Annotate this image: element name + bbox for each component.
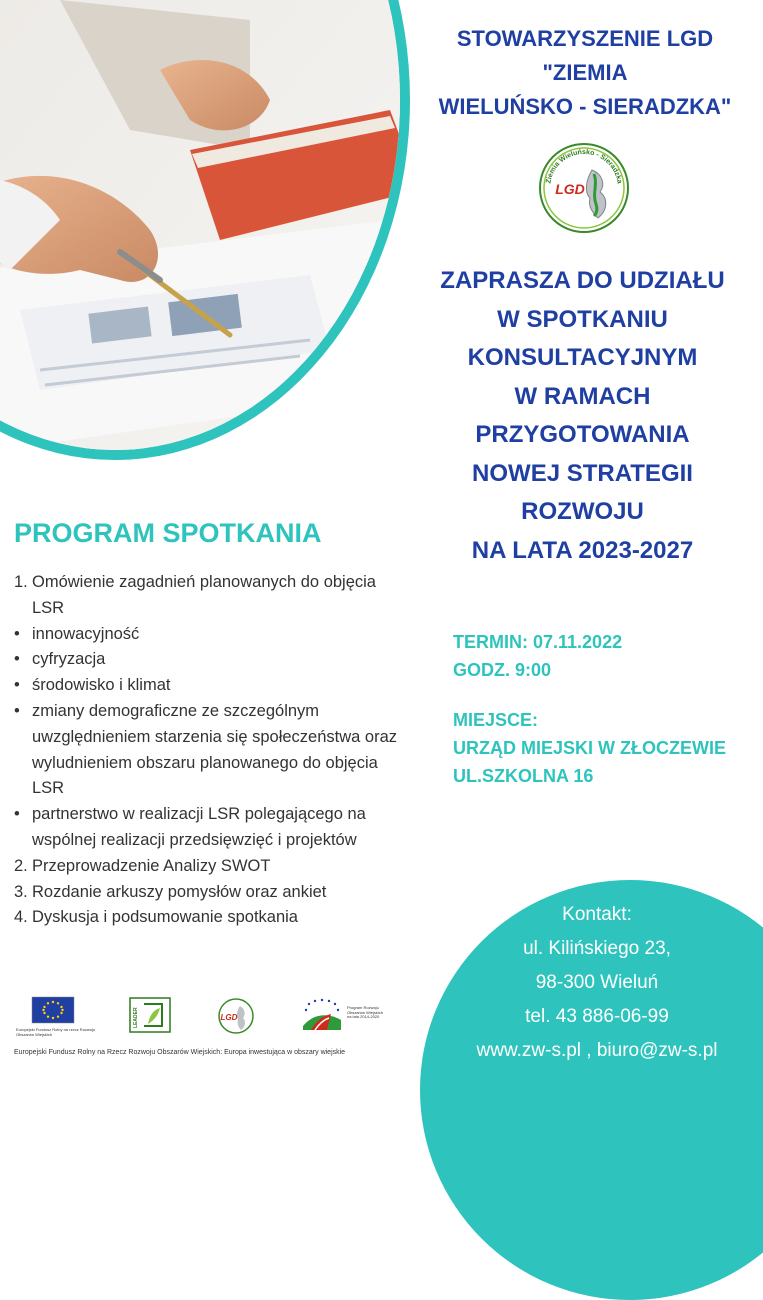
invite-line: NA LATA 2023-2027 [471, 536, 694, 564]
eu-caption: Europejski Fundusz Rolny na rzecz Rozwoju Obszarów Wiejskich [16, 1027, 96, 1037]
org-line-3: WIELUŃSKO - SIERADZKA" [438, 94, 732, 119]
footer-logos [14, 996, 404, 1044]
agenda-item [14, 880, 404, 906]
agenda-marker: • [14, 805, 20, 824]
lgd-logo [536, 140, 632, 236]
agenda-item [14, 905, 404, 931]
leader-logo-text: LEADER [133, 1007, 139, 1028]
office-photo [0, 0, 410, 460]
eu-flag-icon [16, 996, 76, 1024]
invitation-text [405, 262, 760, 570]
agenda-marker: 4. [14, 908, 28, 927]
agenda-text: Dyskusja i podsumowanie spotkania [32, 908, 298, 927]
contact-phone: tel. 43 886-06-99 [525, 1006, 669, 1027]
agenda-item [14, 854, 404, 880]
agenda-marker: • [14, 676, 20, 695]
lgd-small-logo [209, 996, 263, 1041]
footer-text: Europejski Fundusz Rolny na Rzecz Rozwoju Obszarów Wiejskich: Europa inwestująca w obszary wiejskie [14, 1049, 346, 1056]
agenda-text: Przeprowadzenie Analizy SWOT [32, 856, 271, 875]
invite-line: PRZYGOTOWANIA [475, 421, 690, 448]
leader-logo-icon [124, 996, 174, 1036]
meeting-date: TERMIN: 07.11.2022 [453, 632, 623, 652]
rural-program-icon [297, 996, 347, 1036]
lgd-logo-text: LGD [555, 181, 585, 197]
agenda-marker: 1. [14, 573, 28, 591]
agenda-item [14, 622, 404, 648]
agenda-marker: 3. [14, 882, 28, 901]
lgd-logo-graphic [536, 140, 632, 236]
invite-line: ZAPRASZA DO UDZIAŁU [440, 267, 725, 294]
agenda-text: zmiany demograficzne ze szczególnym uwzględnieniem starzenia się społeczeństwa oraz wyludnieniem obszaru planowanego do objęcia LSR [32, 701, 398, 798]
organization-title [405, 22, 763, 124]
contact-city: 98-300 Wieluń [535, 972, 659, 993]
lgd-logo-arc-text: Ziemia Wieluńsko - Sieradzka [545, 149, 623, 185]
place-label: MIEJSCE: [453, 710, 539, 730]
agenda-text: Omówienie zagadnień planowanych do objęcia LSR [32, 573, 376, 617]
agenda-marker: • [14, 650, 20, 669]
agenda-text: cyfryzacja [32, 650, 106, 669]
lgd-small-logo-text: LGD [220, 1013, 238, 1022]
invite-line: ROZWOJU [521, 498, 644, 525]
invite-line: W SPOTKANIU [497, 305, 668, 333]
agenda-list [14, 570, 404, 931]
contact-street: ul. Kilińskiego 23, [523, 938, 671, 959]
agenda-item [14, 699, 404, 802]
contact-web-email[interactable]: www.zw-s.pl , biuro@zw-s.pl [476, 1040, 718, 1061]
rural-caption: Program Rozwoju Obszarów Wiejskich na lata 2014-2020 [347, 1005, 384, 1019]
agenda-marker: • [14, 624, 20, 643]
invite-line: NOWEJ STRATEGII [472, 459, 693, 487]
agenda-item [14, 570, 404, 622]
meeting-details [453, 628, 726, 790]
agenda-marker: 2. [14, 856, 28, 875]
eu-flag-logo [16, 996, 96, 1037]
contact-info [432, 898, 762, 1068]
agenda-item [14, 802, 404, 854]
org-line-2: "ZIEMIA [542, 60, 628, 85]
invite-line: W RAMACH [514, 382, 651, 410]
agenda-item [14, 673, 404, 699]
invite-line: KONSULTACYJNYM [467, 344, 698, 371]
meeting-time: GODZ. 9:00 [453, 660, 552, 680]
agenda-marker: • [14, 701, 20, 720]
agenda-item [14, 647, 404, 673]
org-line-1: STOWARZYSZENIE LGD [456, 26, 714, 51]
agenda-text: partnerstwo w realizacji LSR polegającego na wspólnej realizacji przedsięwzięć i projektów [32, 805, 366, 849]
leader-logo [124, 996, 174, 1041]
agenda-text: Rozdanie arkuszy pomysłów oraz ankiet [32, 882, 327, 901]
agenda-text: środowisko i klimat [32, 676, 171, 695]
photo-circle [0, 0, 410, 460]
contact-label: Kontakt: [562, 904, 632, 925]
place-name: URZĄD MIEJSKI W ZŁOCZEWIE [453, 738, 726, 758]
lgd-small-logo-icon [209, 996, 263, 1036]
rural-program-logo [297, 996, 384, 1041]
program-title: PROGRAM SPOTKANIA [14, 518, 322, 548]
place-address: UL.SZKOLNA 16 [453, 766, 594, 786]
agenda-text: innowacyjność [32, 624, 140, 643]
